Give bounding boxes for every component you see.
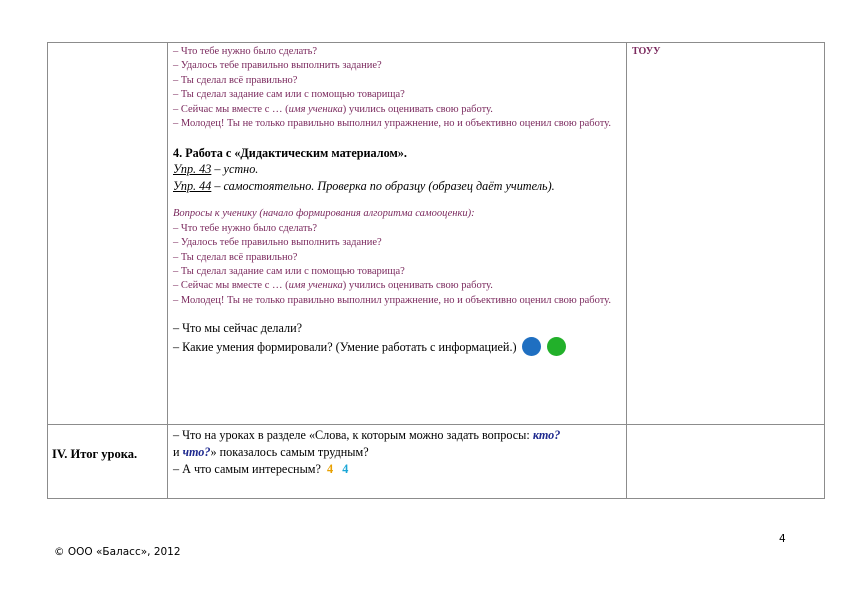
question-line: – Ты сделал всё правильно? [173, 251, 298, 263]
closing-question: – Что мы сейчас делали? [173, 321, 303, 336]
question-line: – Ты сделал всё правильно? [173, 74, 298, 86]
stage-cell [48, 425, 168, 499]
summary-line-1: – Что на уроках в разделе «Слова, к которым можно задать вопросы: кто? [173, 428, 561, 442]
touu-cell [627, 43, 825, 425]
exercise-43: Упр. 43 – устно. [173, 162, 259, 177]
copyright-footer: © ООО «Баласс», 2012 [54, 546, 181, 558]
cyan-number: 4 [342, 462, 349, 476]
question-line: – Удалось тебе правильно выполнить задание? [173, 60, 382, 72]
green-circle-icon [547, 337, 566, 356]
together-line: – Сейчас мы вместе с … (имя ученика) учились оценивать свою работу. [173, 280, 493, 292]
question-line: – Удалось тебе правильно выполнить задание? [173, 237, 382, 249]
summary-line-2: и что?» показалось самым трудным? [173, 445, 369, 459]
lesson-table [47, 42, 825, 499]
question-line: – Что тебе нужно было сделать? [173, 46, 318, 57]
stage-title: IV. Итог урока. [52, 447, 138, 461]
exercise-44: Упр. 44 – самостоятельно. Проверка по образцу (образец даёт учитель). [173, 179, 555, 194]
page-number: 4 [779, 533, 786, 545]
closing-question: – Какие умения формировали? (Умение работать с информацией.) [173, 337, 621, 356]
questions-intro: Вопросы к ученику (начало формирования алгоритма самооценки): [173, 208, 475, 220]
lesson-row-work [48, 43, 825, 425]
together-line: – Сейчас мы вместе с … (имя ученика) учились оценивать свою работу. [173, 103, 493, 115]
orange-number: 4 [326, 462, 334, 476]
praise-line: – Молодец! Ты не только правильно выполнил упражнение, но и объективно оценил свою работу. [173, 294, 611, 306]
activity-cell [168, 43, 627, 425]
summary-right-cell [627, 425, 825, 499]
question-line: – Ты сделал задание сам или с помощью товарища? [173, 266, 405, 278]
section-title: 4. Работа с «Дидактическим материалом». [173, 146, 407, 161]
blue-circle-icon [522, 337, 541, 356]
summary-cell [168, 425, 627, 499]
touu-label: ТОУУ [632, 46, 661, 57]
praise-line: – Молодец! Ты не только правильно выполнил упражнение, но и объективно оценил свою работу. [173, 118, 611, 130]
question-line: – Что тебе нужно было сделать? [173, 222, 318, 234]
question-line: – Ты сделал задание сам или с помощью товарища? [173, 89, 405, 101]
lesson-row-summary [48, 425, 825, 499]
summary-line-3: – А что самым интересным? 4 4 [173, 462, 349, 476]
stage-cell-empty [48, 43, 168, 425]
